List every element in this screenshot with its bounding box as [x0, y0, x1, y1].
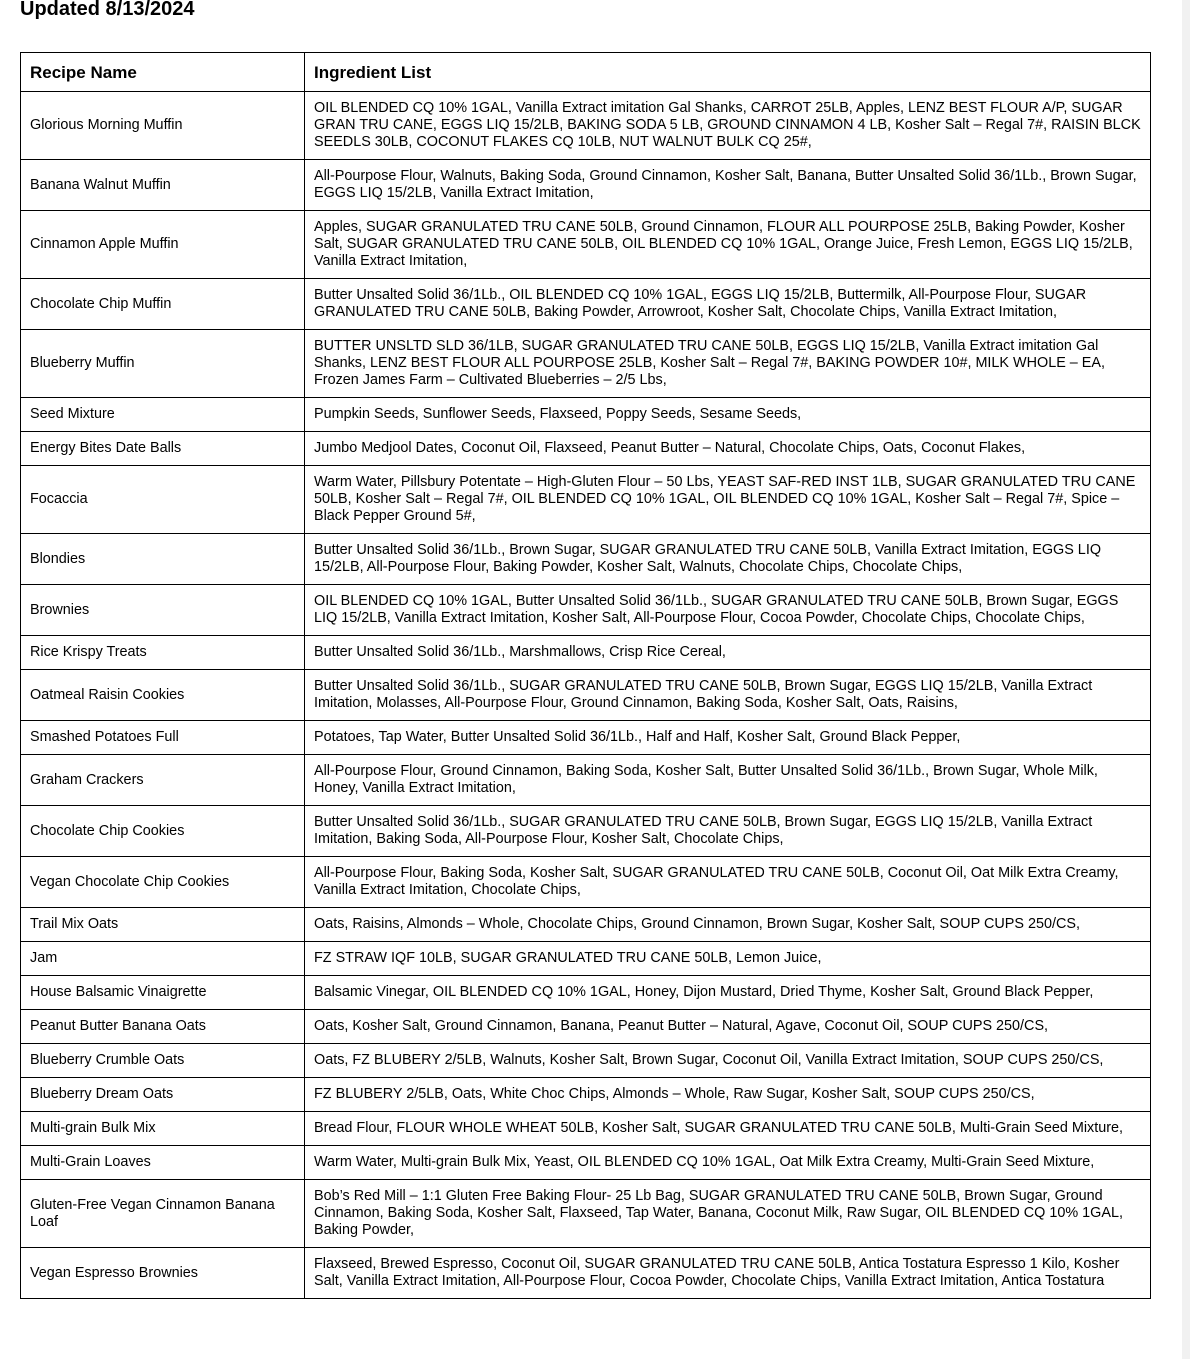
recipe-name-cell: Peanut Butter Banana Oats [21, 1010, 305, 1044]
recipe-name-cell: Multi-Grain Loaves [21, 1146, 305, 1180]
recipe-name-cell: Vegan Espresso Brownies [21, 1248, 305, 1299]
ingredient-list-cell: Butter Unsalted Solid 36/1Lb., Marshmallows, Crisp Rice Cereal, [305, 636, 1151, 670]
ingredient-list-cell: All-Pourpose Flour, Walnuts, Baking Soda, Ground Cinnamon, Kosher Salt, Banana, Butter Unsalted Solid 36/1Lb., Brown Sugar, EGGS LIQ 15/2LB, Vanilla Extract Imitation, [305, 160, 1151, 211]
ingredient-list-cell: Flaxseed, Brewed Espresso, Coconut Oil, SUGAR GRANULATED TRU CANE 50LB, Antica Tostatura Espresso 1 Kilo, Kosher Salt, Vanilla Extract Imitation, All-Pourpose Flour, Cocoa Powder, Chocolate Chips, Vanilla Extract Imitation, Antica Tostatura [305, 1248, 1151, 1299]
ingredient-list-cell: Jumbo Medjool Dates, Coconut Oil, Flaxseed, Peanut Butter – Natural, Chocolate Chips, Oats, Coconut Flakes, [305, 432, 1151, 466]
header-recipe-name: Recipe Name [21, 53, 305, 92]
table-header-row [21, 53, 1151, 92]
recipe-name-cell: Energy Bites Date Balls [21, 432, 305, 466]
header-ingredient-list: Ingredient List [305, 53, 1151, 92]
table-row [21, 1248, 1151, 1299]
ingredient-list-cell: BUTTER UNSLTD SLD 36/1LB, SUGAR GRANULATED TRU CANE 50LB, EGGS LIQ 15/2LB, Vanilla Extract imitation Gal Shanks, LENZ BEST FLOUR ALL POURPOSE 25LB, Kosher Salt – Regal 7#, BAKING POWDER 10#, MILK WHOLE – EA, Frozen James Farm – Cultivated Blueberries – 2/5 Lbs, [305, 330, 1151, 398]
scrollbar-track[interactable] [1182, 0, 1190, 1359]
table-row [21, 942, 1151, 976]
table-row [21, 1078, 1151, 1112]
table-row [21, 92, 1151, 160]
table-row [21, 857, 1151, 908]
table-row [21, 1180, 1151, 1248]
table-row [21, 534, 1151, 585]
recipe-name-cell: Trail Mix Oats [21, 908, 305, 942]
recipe-table [20, 52, 1151, 1299]
ingredient-list-cell: Bob’s Red Mill – 1:1 Gluten Free Baking Flour- 25 Lb Bag, SUGAR GRANULATED TRU CANE 50LB, Brown Sugar, Ground Cinnamon, Baking Soda, Kosher Salt, Flaxseed, Tap Water, Banana, Coconut Milk, Raw Sugar, OIL BLENDED CQ 10% 1GAL, Baking Powder, [305, 1180, 1151, 1248]
ingredient-list-cell: Butter Unsalted Solid 36/1Lb., SUGAR GRANULATED TRU CANE 50LB, Brown Sugar, EGGS LIQ 15/2LB, Vanilla Extract Imitation, Molasses, All-Pourpose Flour, Ground Cinnamon, Baking Soda, Kosher Salt, Oats, Raisins, [305, 670, 1151, 721]
table-row [21, 466, 1151, 534]
recipe-name-cell: Banana Walnut Muffin [21, 160, 305, 211]
recipe-rows [21, 92, 1151, 1299]
table-row [21, 1044, 1151, 1078]
recipe-name-cell: Chocolate Chip Muffin [21, 279, 305, 330]
table-row [21, 585, 1151, 636]
ingredient-list-cell: Balsamic Vinegar, OIL BLENDED CQ 10% 1GAL, Honey, Dijon Mustard, Dried Thyme, Kosher Salt, Ground Black Pepper, [305, 976, 1151, 1010]
ingredient-list-cell: All-Pourpose Flour, Ground Cinnamon, Baking Soda, Kosher Salt, Butter Unsalted Solid 36/1Lb., Brown Sugar, Whole Milk, Honey, Vanilla Extract Imitation, [305, 755, 1151, 806]
ingredient-list-cell: Bread Flour, FLOUR WHOLE WHEAT 50LB, Kosher Salt, SUGAR GRANULATED TRU CANE 50LB, Multi-Grain Seed Mixture, [305, 1112, 1151, 1146]
table-row [21, 330, 1151, 398]
recipe-name-cell: Jam [21, 942, 305, 976]
ingredient-list-cell: Oats, Kosher Salt, Ground Cinnamon, Banana, Peanut Butter – Natural, Agave, Coconut Oil, SOUP CUPS 250/CS, [305, 1010, 1151, 1044]
table-row [21, 721, 1151, 755]
recipe-name-cell: Rice Krispy Treats [21, 636, 305, 670]
recipe-name-cell: Graham Crackers [21, 755, 305, 806]
recipe-name-cell: Brownies [21, 585, 305, 636]
ingredient-list-cell: OIL BLENDED CQ 10% 1GAL, Butter Unsalted Solid 36/1Lb., SUGAR GRANULATED TRU CANE 50LB, Brown Sugar, EGGS LIQ 15/2LB, Vanilla Extract Imitation, Kosher Salt, All-Pourpose Flour, Cocoa Powder, Chocolate Chips, Chocolate Chips, [305, 585, 1151, 636]
recipe-name-cell: Blueberry Dream Oats [21, 1078, 305, 1112]
ingredient-list-cell: FZ STRAW IQF 10LB, SUGAR GRANULATED TRU CANE 50LB, Lemon Juice, [305, 942, 1151, 976]
ingredient-list-cell: Warm Water, Pillsbury Potentate – High-Gluten Flour – 50 Lbs, YEAST SAF-RED INST 1LB, SUGAR GRANULATED TRU CANE 50LB, Kosher Salt – Regal 7#, OIL BLENDED CQ 10% 1GAL, OIL BLENDED CQ 10% 1GAL, Kosher Salt – Regal 7#, Spice – Black Pepper Ground 5#, [305, 466, 1151, 534]
table-row [21, 1010, 1151, 1044]
ingredient-list-cell: Oats, Raisins, Almonds – Whole, Chocolate Chips, Ground Cinnamon, Brown Sugar, Kosher Salt, SOUP CUPS 250/CS, [305, 908, 1151, 942]
ingredient-list-cell: Butter Unsalted Solid 36/1Lb., OIL BLENDED CQ 10% 1GAL, EGGS LIQ 15/2LB, Buttermilk, All-Pourpose Flour, SUGAR GRANULATED TRU CANE 50LB, Baking Powder, Arrowroot, Kosher Salt, Chocolate Chips, Vanilla Extract Imitation, [305, 279, 1151, 330]
recipe-name-cell: Vegan Chocolate Chip Cookies [21, 857, 305, 908]
table-row [21, 755, 1151, 806]
ingredient-list-cell: All-Pourpose Flour, Baking Soda, Kosher Salt, SUGAR GRANULATED TRU CANE 50LB, Coconut Oil, Oat Milk Extra Creamy, Vanilla Extract Imitation, Chocolate Chips, [305, 857, 1151, 908]
table-row [21, 976, 1151, 1010]
table-row [21, 670, 1151, 721]
recipe-name-cell: Blueberry Muffin [21, 330, 305, 398]
table-row [21, 1112, 1151, 1146]
recipe-name-cell: Blueberry Crumble Oats [21, 1044, 305, 1078]
recipe-name-cell: House Balsamic Vinaigrette [21, 976, 305, 1010]
table-row [21, 279, 1151, 330]
recipe-name-cell: Seed Mixture [21, 398, 305, 432]
ingredient-list-cell: Oats, FZ BLUBERY 2/5LB, Walnuts, Kosher Salt, Brown Sugar, Coconut Oil, Vanilla Extract Imitation, SOUP CUPS 250/CS, [305, 1044, 1151, 1078]
table-row [21, 1146, 1151, 1180]
recipe-name-cell: Glorious Morning Muffin [21, 92, 305, 160]
table-row [21, 160, 1151, 211]
table-row [21, 211, 1151, 279]
recipe-name-cell: Gluten-Free Vegan Cinnamon Banana Loaf [21, 1180, 305, 1248]
ingredient-list-cell: OIL BLENDED CQ 10% 1GAL, Vanilla Extract imitation Gal Shanks, CARROT 25LB, Apples, LENZ BEST FLOUR A/P, SUGAR GRAN TRU CANE, EGGS LIQ 15/2LB, BAKING SODA 5 LB, GROUND CINNAMON 4 LB, Kosher Salt – Regal 7#, RAISIN BLCK SEEDLS 30LB, COCONUT FLAKES CQ 10LB, NUT WALNUT BULK CQ 25#, [305, 92, 1151, 160]
ingredient-list-cell: Potatoes, Tap Water, Butter Unsalted Solid 36/1Lb., Half and Half, Kosher Salt, Ground Black Pepper, [305, 721, 1151, 755]
table-row [21, 432, 1151, 466]
table-row [21, 806, 1151, 857]
ingredient-list-cell: Butter Unsalted Solid 36/1Lb., SUGAR GRANULATED TRU CANE 50LB, Brown Sugar, EGGS LIQ 15/2LB, Vanilla Extract Imitation, Baking Soda, All-Pourpose Flour, Kosher Salt, Chocolate Chips, [305, 806, 1151, 857]
table-row [21, 398, 1151, 432]
table-row [21, 636, 1151, 670]
recipe-name-cell: Cinnamon Apple Muffin [21, 211, 305, 279]
recipe-name-cell: Multi-grain Bulk Mix [21, 1112, 305, 1146]
ingredient-list-cell: FZ BLUBERY 2/5LB, Oats, White Choc Chips, Almonds – Whole, Raw Sugar, Kosher Salt, SOUP CUPS 250/CS, [305, 1078, 1151, 1112]
ingredient-list-cell: Apples, SUGAR GRANULATED TRU CANE 50LB, Ground Cinnamon, FLOUR ALL POURPOSE 25LB, Baking Powder, Kosher Salt, SUGAR GRANULATED TRU CANE 50LB, OIL BLENDED CQ 10% 1GAL, Orange Juice, Fresh Lemon, EGGS LIQ 15/2LB, Vanilla Extract Imitation, [305, 211, 1151, 279]
recipe-name-cell: Focaccia [21, 466, 305, 534]
page-title: Updated 8/13/2024 [20, 0, 195, 20]
table-row [21, 908, 1151, 942]
recipe-name-cell: Smashed Potatoes Full [21, 721, 305, 755]
ingredient-list-cell: Warm Water, Multi-grain Bulk Mix, Yeast, OIL BLENDED CQ 10% 1GAL, Oat Milk Extra Creamy, Multi-Grain Seed Mixture, [305, 1146, 1151, 1180]
ingredient-list-cell: Butter Unsalted Solid 36/1Lb., Brown Sugar, SUGAR GRANULATED TRU CANE 50LB, Vanilla Extract Imitation, EGGS LIQ 15/2LB, All-Pourpose Flour, Baking Powder, Kosher Salt, Walnuts, Chocolate Chips, Chocolate Chips, [305, 534, 1151, 585]
ingredient-list-cell: Pumpkin Seeds, Sunflower Seeds, Flaxseed, Poppy Seeds, Sesame Seeds, [305, 398, 1151, 432]
recipe-name-cell: Oatmeal Raisin Cookies [21, 670, 305, 721]
recipe-name-cell: Blondies [21, 534, 305, 585]
recipe-name-cell: Chocolate Chip Cookies [21, 806, 305, 857]
